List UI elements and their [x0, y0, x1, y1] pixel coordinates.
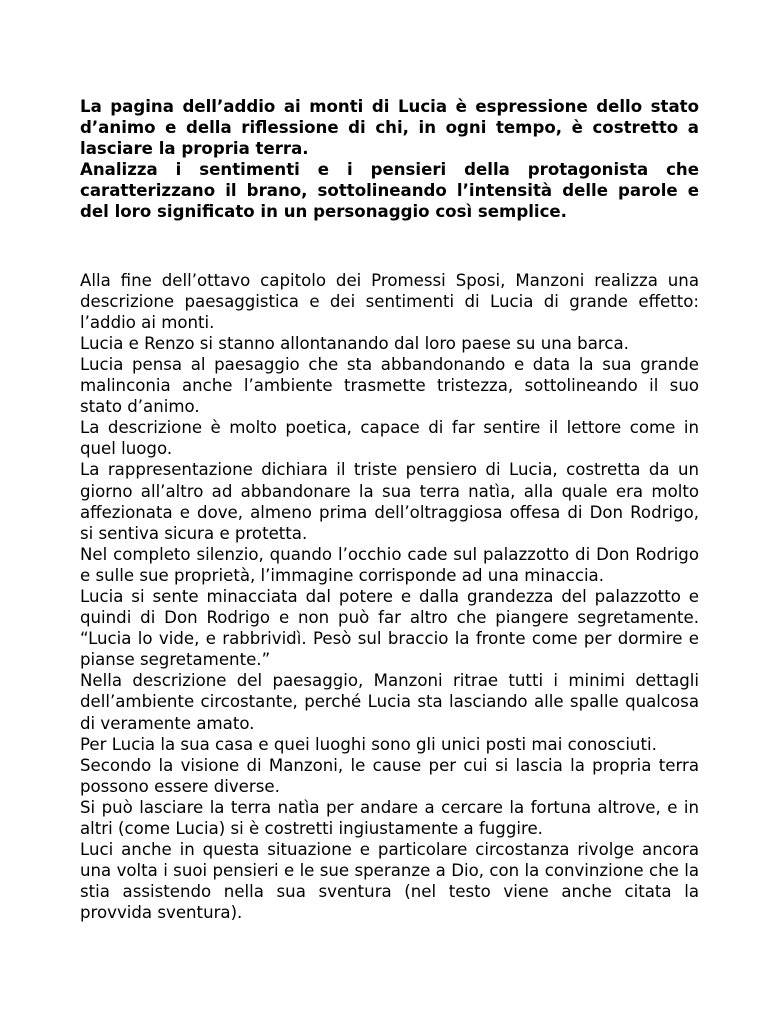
essay-paragraph: Nella descrizione del paesaggio, Manzoni ritrae tutti i minimi dettagli dell’ambiente circostante, perché Lucia sta lasciando alle spalle qualcosa di veramente amato.	[80, 671, 699, 733]
document-page	[80, 96, 699, 923]
essay-paragraph: Luci anche in questa situazione e particolare circostanza rivolge ancora una volta i suoi pensieri e le sue speranze a Dio, con la convinzione che la stia assistendo nella sua sventura (nel testo viene anche citata la provvida sventura).	[80, 840, 699, 923]
essay-paragraph: La rappresentazione dichiara il triste pensiero di Lucia, costretta da un giorno all’altro ad abbandonare la sua terra natìa, alla quale era molto affezionata e dove, almeno prima dell’oltraggiosa offesa di Don Rodrigo, si sentiva sicura e protetta.	[80, 460, 699, 543]
assignment-prompt	[80, 96, 699, 223]
essay-paragraph: La descrizione è molto poetica, capace di far sentire il lettore come in quel luogo.	[80, 418, 699, 459]
essay-paragraph: Per Lucia la sua casa e quei luoghi sono gli unici posti mai conosciuti.	[80, 734, 657, 754]
essay-paragraph: Lucia pensa al paesaggio che sta abbandonando e data la sua grande malinconia anche l’ambiente trasmette tristezza, sottolineando il suo stato d’animo.	[80, 354, 699, 417]
prompt-paragraph: La pagina dell’addio ai monti di Lucia è espressione dello stato d’animo e della riflessione di chi, in ogni tempo, è costretto a lasciare la propria terra.	[80, 97, 699, 159]
essay-paragraph: Nel completo silenzio, quando l’occhio cade sul palazzotto di Don Rodrigo e sulle sue proprietà, l’immagine corrisponde ad una minaccia.	[80, 544, 699, 585]
essay-paragraph: Alla fine dell’ottavo capitolo dei Promessi Sposi, Manzoni realizza una descrizione paesaggistica e dei sentimenti di Lucia di grande effetto: l’addio ai monti.	[80, 270, 699, 332]
prompt-paragraph: Analizza i sentimenti e i pensieri della protagonista che caratterizzano il brano, sottolineando l’intensità delle parole e del loro significato in un personaggio così semplice.	[80, 160, 699, 222]
essay-body	[80, 270, 699, 924]
essay-paragraph: Secondo la visione di Manzoni, le cause per cui si lascia la propria terra possono essere diverse.	[80, 755, 699, 796]
essay-paragraph: Lucia si sente minacciata dal potere e dalla grandezza del palazzotto e quindi di Don Rodrigo e non può far altro che piangere segretamente. “Lucia lo vide, e rabbrividì. Pesò sul braccio la fronte come per dormire e pianse segretamente.”	[80, 586, 699, 670]
essay-paragraph: Lucia e Renzo si stanno allontanando dal loro paese su una barca.	[80, 333, 629, 353]
essay-paragraph: Si può lasciare la terra natìa per andare a cercare la fortuna altrove, e in altri (come Lucia) si è costretti ingiustamente a fuggire.	[80, 797, 699, 838]
